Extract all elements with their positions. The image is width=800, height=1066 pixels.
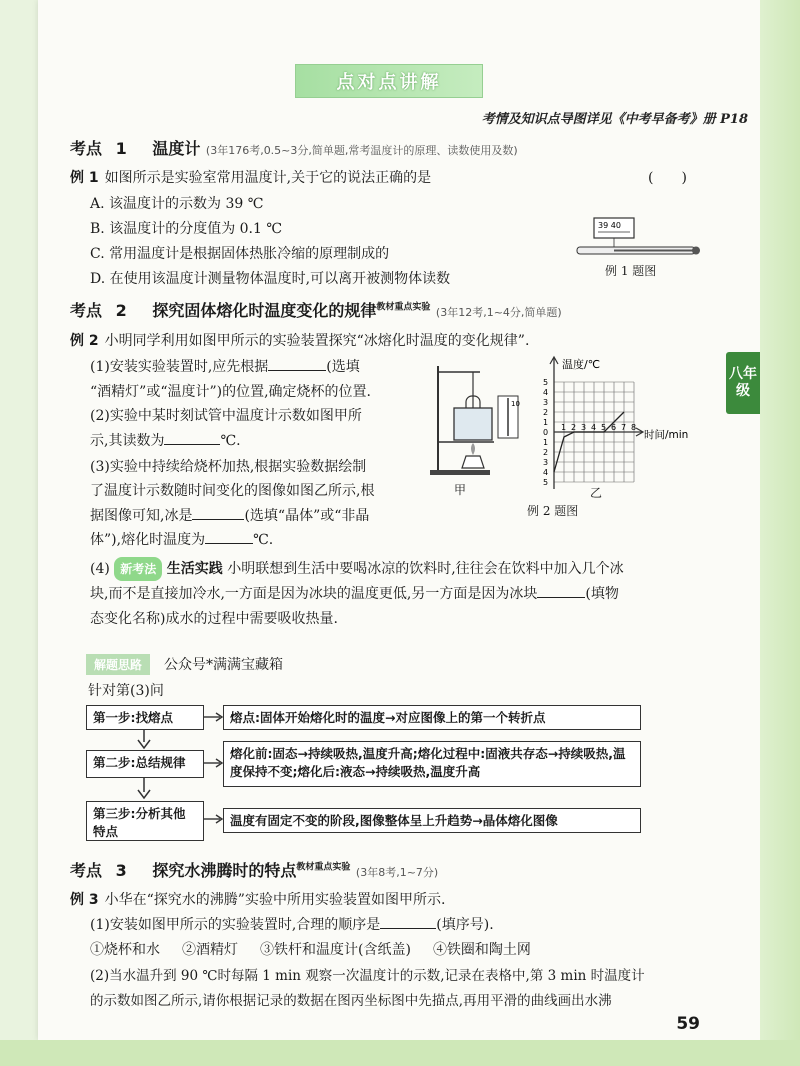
bottom-margin-strip bbox=[0, 1040, 800, 1066]
ex1-option-c: C. 常用温度计是根据固体热胀冷缩的原理制成的 bbox=[90, 246, 390, 262]
ex2-q1-blank[interactable] bbox=[268, 356, 326, 371]
ex3-item-4: ④铁圈和陶土网 bbox=[432, 942, 531, 958]
kd3-tag: 考点 bbox=[70, 861, 103, 880]
ex1-option-b: B. 该温度计的分度值为 0.1 ℃ bbox=[90, 221, 283, 237]
kd2-num: 2 bbox=[115, 301, 127, 320]
kd1-tag: 考点 bbox=[70, 139, 103, 158]
ex2-q3-line4 bbox=[90, 529, 273, 551]
chart-y-label: 温度/℃ bbox=[562, 358, 601, 371]
grade-tab-line-2: 级 bbox=[736, 383, 750, 399]
chart-y-tick-label: 3 bbox=[543, 458, 549, 467]
ex3-label: 例 3 bbox=[70, 892, 99, 908]
down-arrow-1 bbox=[138, 729, 150, 748]
chart-y-tick-label: 3 bbox=[543, 398, 549, 407]
ex2-q1-c: “酒精灯”或“温度计”)的位置,确定烧杯的位置. bbox=[90, 384, 371, 400]
ex1-question-line bbox=[70, 167, 431, 189]
ex2-q3-blank2[interactable] bbox=[205, 529, 253, 544]
kd3-heading bbox=[70, 858, 438, 881]
reference-line: 考情及知识点导图详见《中考早备考》册 P18 bbox=[481, 112, 748, 127]
ex2-q4-blank[interactable] bbox=[537, 583, 585, 598]
kd2-tag: 考点 bbox=[70, 301, 103, 320]
step1-label-box: 第一步:找熔点 bbox=[86, 705, 204, 730]
step1-content-box: 熔点:固体开始熔化时的温度→对应图像上的第一个转折点 bbox=[223, 705, 641, 730]
ex2-q4-d: 态变化名称)成水的过程中需要吸收热量. bbox=[90, 611, 338, 627]
hint-header bbox=[86, 654, 283, 675]
chart-x-tick-label: 6 bbox=[611, 423, 617, 432]
ex2-q4-line1 bbox=[90, 557, 624, 581]
step3-label-box: 第三步:分析其他特点 bbox=[86, 801, 204, 841]
ex2-q3-b: 了温度计示数随时间变化的图像如图乙所示,根 bbox=[90, 483, 375, 499]
ex2-q2-blank[interactable] bbox=[164, 430, 220, 445]
ex2-q4-line2 bbox=[90, 583, 619, 605]
ex3-item-2: ②酒精灯 bbox=[182, 942, 238, 958]
ex3-q1-line bbox=[90, 914, 494, 936]
step2-content-box: 熔化前:固态→持续吸热,温度升高;熔化过程中:固液共存态→持续吸热,温度保持不变;熔化后:液态→持续吸热,温度升高 bbox=[223, 741, 641, 787]
chart-x-tick-label: 7 bbox=[621, 423, 627, 432]
chart-y-tick-label: 5 bbox=[543, 378, 549, 387]
ex2-q4-a: 小明联想到生活中要喝冰凉的饮料时,往往会在饮料中加入几个冰 bbox=[227, 561, 624, 577]
ex2-q2-line2 bbox=[90, 430, 241, 452]
down-arrow-2 bbox=[138, 778, 150, 798]
ex2-q3-a: (3)实验中持续给烧杯加热,根据实验数据绘制 bbox=[90, 459, 367, 475]
kd1-note: (3年176考,0.5~3分,简单题,常考温度计的原理、读数使用及数) bbox=[205, 144, 518, 157]
hint-badge: 解题思路 bbox=[86, 654, 150, 675]
hint-target: 针对第(3)问 bbox=[88, 683, 164, 699]
ex2-figure-caption: 例 2 题图 bbox=[527, 504, 579, 518]
ex3-q1-blank[interactable] bbox=[380, 914, 436, 929]
ex1-option-a: A. 该温度计的示数为 39 ℃ bbox=[90, 196, 264, 212]
ex3-question: 小华在“探究水的沸腾”实验中所用实验装置如图甲所示. bbox=[104, 892, 446, 908]
ex2-label-yi: 乙 bbox=[590, 486, 603, 500]
chart-y-tick-label: 4 bbox=[543, 468, 549, 477]
thermometer-zoom-label: 39 40 bbox=[598, 221, 621, 230]
chart-x-tick-label: 1 bbox=[561, 423, 567, 432]
ex3-q2-a: (2)当水温升到 90 ℃时每隔 1 min 观察一次温度计的示数,记录在表格中,第 3 min 时温度计 bbox=[90, 968, 645, 984]
section-banner: 点对点讲解 bbox=[295, 64, 483, 98]
ex2-question: 小明同学利用如图甲所示的实验装置探究“冰熔化时温度的变化规律”. bbox=[104, 333, 530, 349]
chart-y-tick-label: 1 bbox=[543, 438, 549, 447]
chart-x-tick-label: 4 bbox=[591, 423, 597, 432]
chart-y-tick-zero: 0 bbox=[543, 428, 549, 437]
ex3-item-3: ③铁杆和温度计(含纸盖) bbox=[260, 942, 411, 958]
kd1-heading bbox=[70, 136, 518, 159]
ex2-q2-b: 示,其读数为 bbox=[90, 433, 165, 449]
ex2-q3-e: 体”),熔化时温度为 bbox=[90, 532, 206, 548]
grade-side-tab bbox=[726, 352, 760, 414]
chart-y-tick-label: 5 bbox=[543, 478, 549, 487]
ex1-figure-caption: 例 1 题图 bbox=[605, 264, 657, 278]
kd2-sup: 教材重点实验 bbox=[376, 302, 431, 313]
ex2-apparatus-figure bbox=[428, 360, 528, 478]
ex1-label: 例 1 bbox=[70, 170, 99, 186]
kd2-title: 探究固体熔化时温度变化的规律 bbox=[152, 301, 377, 320]
ex2-q3-c: 据图像可知,冰是 bbox=[90, 508, 193, 524]
hint-source: 公众号*满满宝藏箱 bbox=[164, 657, 284, 673]
new-method-badge: 新考法 bbox=[114, 557, 162, 581]
alcohol-lamp bbox=[462, 456, 484, 468]
chart-x-tick-label: 2 bbox=[571, 423, 577, 432]
ex2-q2-a: (2)实验中某时刻试管中温度计示数如图甲所 bbox=[90, 408, 362, 424]
kd2-heading bbox=[70, 298, 562, 321]
chart-x-label: 时间/min bbox=[644, 429, 689, 441]
ex2-q3-line3 bbox=[90, 505, 369, 527]
ex1-option-d: D. 在使用该温度计测量物体温度时,可以离开被测物体读数 bbox=[90, 271, 451, 287]
ex2-temperature-chart bbox=[540, 352, 710, 492]
step2-label-box: 第二步:总结规律 bbox=[86, 750, 204, 778]
ex2-q1-b: (选填 bbox=[326, 359, 360, 375]
grade-tab-line-1: 八年 bbox=[729, 366, 757, 382]
ex2-q4-num: (4) bbox=[90, 561, 110, 577]
ex1-question: 如图所示是实验室常用温度计,关于它的说法正确的是 bbox=[104, 170, 432, 186]
ex2-q1-line1 bbox=[90, 356, 360, 378]
kd3-num: 3 bbox=[115, 861, 127, 880]
ex2-label-jia: 甲 bbox=[454, 483, 467, 497]
ex2-q1-a: (1)安装实验装置时,应先根据 bbox=[90, 359, 269, 375]
ex2-q3-f: ℃. bbox=[253, 532, 274, 548]
right-margin-strip bbox=[760, 0, 800, 1066]
ex2-q3-blank1[interactable] bbox=[192, 505, 244, 520]
kd1-title: 温度计 bbox=[152, 139, 201, 158]
ex1-paren: ( ) bbox=[648, 170, 687, 186]
ex2-q3-d: (选填“晶体”或“非晶 bbox=[244, 508, 370, 524]
ex3-q2-b: 的示数如图乙所示,请你根据记录的数据在图丙坐标图中先描点,再用平滑的曲线画出水沸 bbox=[90, 993, 612, 1009]
chart-y-tick-label: 1 bbox=[543, 418, 549, 427]
ex3-q1-a: (1)安装如图甲所示的实验装置时,合理的顺序是 bbox=[90, 917, 381, 933]
chart-x-tick-label: 8 bbox=[631, 423, 637, 432]
stand-base bbox=[430, 470, 490, 475]
flame bbox=[471, 443, 475, 455]
ex2-q4-c: (填物 bbox=[585, 586, 619, 602]
kd3-sup: 教材重点实验 bbox=[296, 862, 351, 873]
chart-y-tick-label: 2 bbox=[543, 448, 549, 457]
ex1-thermometer-figure bbox=[574, 215, 704, 263]
chart-y-tick-label: 4 bbox=[543, 388, 549, 397]
ex3-question-line bbox=[70, 889, 445, 911]
kd3-title: 探究水沸腾时的特点 bbox=[152, 861, 297, 880]
beaker bbox=[454, 408, 492, 440]
ex2-label: 例 2 bbox=[70, 333, 99, 349]
ex2-q4-b: 块,而不是直接加冷水,一方面是因为冰块的温度更低,另一方面是因为冰块 bbox=[90, 586, 538, 602]
ex3-items-line bbox=[90, 939, 531, 961]
ex3-item-1: ①烧杯和水 bbox=[90, 942, 160, 958]
kd3-note: (3年8考,1~7分) bbox=[355, 866, 439, 879]
chart-x-tick-label: 3 bbox=[581, 423, 587, 432]
chart-x-tick-label: 5 bbox=[601, 423, 607, 432]
page-number: 59 bbox=[676, 1014, 700, 1034]
kd1-num: 1 bbox=[115, 139, 127, 158]
ex2-question-line bbox=[70, 330, 529, 352]
chart-y-tick-label: 2 bbox=[543, 408, 549, 417]
ex3-q1-b: (填序号). bbox=[436, 917, 494, 933]
ex2-q2-c: ℃. bbox=[220, 433, 241, 449]
step3-content-box: 温度有固定不变的阶段,图像整体呈上升趋势→晶体熔化图像 bbox=[223, 808, 641, 833]
thermometer-zoom-scale-label: 10 bbox=[511, 400, 520, 408]
kd2-note: (3年12考,1~4分,简单题) bbox=[435, 306, 562, 319]
ex2-q4-topic: 生活实践 bbox=[166, 561, 223, 577]
